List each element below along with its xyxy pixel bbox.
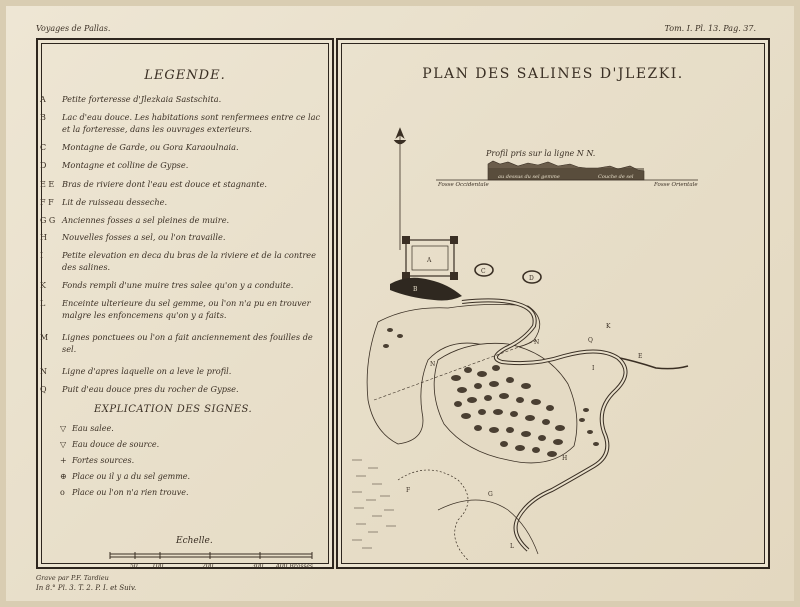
legend-text: Bras de riviere dont l'eau est douce et stagnante. bbox=[62, 179, 268, 189]
scale-title: Echelle. bbox=[176, 536, 213, 546]
legend-title: LEGENDE. bbox=[144, 68, 226, 83]
legend-text: Ligne d'apres laquelle on a leve le profil. bbox=[62, 366, 232, 376]
map-drawing bbox=[338, 40, 768, 567]
legend-panel bbox=[36, 38, 334, 569]
legend-key: A bbox=[40, 95, 46, 104]
map-label-k: K bbox=[606, 323, 611, 330]
legend-key: L bbox=[40, 299, 46, 308]
legend-entry-gg bbox=[40, 215, 324, 227]
map-label-e: E bbox=[638, 353, 643, 360]
legend-entry-b bbox=[40, 112, 324, 135]
map-label-n: N bbox=[430, 361, 436, 368]
legend-key: E E bbox=[40, 180, 55, 189]
legend-key: M bbox=[40, 333, 49, 342]
legend-text: Lignes ponctuees ou l'on a fait anciennement des fouilles de sel. bbox=[62, 332, 313, 354]
legend-text: Montagne de Garde, ou Gora Karaoulnaia. bbox=[62, 142, 239, 152]
sign-text: Eau douce de source. bbox=[72, 440, 160, 449]
plus-icon: + bbox=[60, 456, 67, 465]
map-title: PLAN DES SALINES D'JLEZKI. bbox=[422, 66, 684, 82]
legend-entry-h bbox=[40, 232, 324, 244]
profile-mid-label: Couche de sel bbox=[598, 174, 634, 180]
map-label-f: F bbox=[406, 487, 411, 494]
legend-entry-c bbox=[40, 142, 324, 154]
legend-entry-a bbox=[40, 94, 324, 106]
legend-key: N bbox=[40, 367, 47, 376]
legend-key: F F bbox=[40, 198, 54, 207]
header-left: Voyages de Pallas. bbox=[36, 24, 111, 33]
sign-item bbox=[60, 488, 272, 497]
circle-cross-icon: ⊕ bbox=[60, 472, 67, 481]
scale-tick-label: 300 bbox=[252, 563, 264, 570]
legend-entry-d bbox=[40, 160, 324, 172]
map-label-n: N bbox=[534, 339, 540, 346]
map-label-c: C bbox=[481, 268, 486, 275]
legend-key: G G bbox=[40, 216, 56, 225]
triangle-down-icon: ▽ bbox=[60, 440, 67, 449]
legend-entry-ee bbox=[40, 179, 324, 191]
map-label-h: H bbox=[562, 455, 568, 462]
sign-item bbox=[60, 440, 272, 449]
map-label-d: D bbox=[529, 275, 534, 282]
circle-icon: o bbox=[60, 488, 65, 497]
profile-mid-label: au dessus du sel gemme bbox=[498, 174, 560, 180]
sign-text: Fortes sources. bbox=[72, 456, 135, 465]
scale-tick-label: 100 bbox=[152, 563, 164, 570]
legend-entry-m bbox=[40, 332, 324, 355]
map-label-i: I bbox=[592, 365, 595, 372]
legend-entry-k bbox=[40, 280, 324, 292]
legend-key: K bbox=[40, 281, 46, 290]
legend-key: B bbox=[40, 113, 46, 122]
map-label-b: B bbox=[413, 286, 418, 293]
header-right: Tom. I. Pl. 13. Pag. 37. bbox=[664, 24, 756, 33]
legend-text: Lit de ruisseau desseche. bbox=[62, 197, 168, 207]
map-label-a: A bbox=[427, 257, 432, 264]
sign-text: Eau salee. bbox=[72, 424, 114, 433]
sign-item bbox=[60, 472, 272, 481]
river-branch bbox=[620, 358, 688, 369]
sign-text: Place ou l'on n'a rien trouve. bbox=[72, 488, 189, 497]
sign-item bbox=[60, 424, 272, 433]
map-label-q: Q bbox=[588, 337, 593, 344]
fortress-a bbox=[402, 236, 458, 280]
profile-right-label: Fosse Orientale bbox=[654, 182, 698, 188]
triangle-down-icon: ▽ bbox=[60, 424, 67, 433]
legend-key: D bbox=[40, 161, 47, 170]
legend-entry-i bbox=[40, 250, 324, 273]
engraver-credit: Grave par P.F. Tardieu bbox=[36, 574, 109, 582]
sign-item bbox=[60, 456, 272, 465]
scale-tick-label: 50 bbox=[130, 563, 138, 570]
legend-entry-ff bbox=[40, 197, 324, 209]
north-arrow-icon bbox=[394, 128, 406, 250]
plate-reference: In 8.° Pl. 3. T. 2. P. I. et Suiv. bbox=[36, 584, 137, 592]
legend-entry-l bbox=[40, 298, 324, 321]
legend-text: Petite elevation en deca du bras de la riviere et de la contree des salines. bbox=[62, 250, 316, 272]
legend-text: Enceinte ulterieure du sel gemme, ou l'on n'a pu en trouver malgre les enfoncemens qu'on y a faits. bbox=[62, 298, 311, 320]
legend-key: C bbox=[40, 143, 47, 152]
legend-text: Fonds rempli d'une muire tres salee qu'on y a conduite. bbox=[62, 280, 294, 290]
legend-text: Nouvelles fosses a sel, ou l'on travaille. bbox=[62, 232, 226, 242]
map-label-g: G bbox=[488, 491, 493, 498]
legend-key: I bbox=[40, 251, 44, 260]
legend-entry-q bbox=[40, 384, 324, 396]
explication-title: EXPLICATION DES SIGNES. bbox=[94, 404, 253, 415]
lake-b bbox=[390, 278, 462, 301]
legend-text: Lac d'eau douce. Les habitations sont renfermees entre ce lac et la forteresse, dans les ouvrages exterieurs. bbox=[62, 112, 321, 134]
sign-text: Place ou il y a du sel gemme. bbox=[72, 472, 191, 481]
legend-text: Anciennes fosses a sel pleines de muire. bbox=[62, 215, 230, 225]
legend-text: Montagne et colline de Gypse. bbox=[62, 160, 189, 170]
marsh-area bbox=[352, 460, 396, 548]
profile-left-label: Fosse Occidentale bbox=[438, 182, 489, 188]
map-panel bbox=[336, 38, 770, 569]
legend-key: H bbox=[40, 233, 47, 242]
scale-tick-label: 200 bbox=[202, 563, 214, 570]
legend-key: Q bbox=[40, 385, 47, 394]
scale-bar bbox=[108, 550, 328, 572]
scale-tick-label: 400 Brasses bbox=[276, 563, 314, 570]
profile-title: Profil pris sur la ligne N N. bbox=[486, 149, 596, 158]
legend-entry-n bbox=[40, 366, 324, 378]
legend-text: Puit d'eau douce pres du rocher de Gypse. bbox=[62, 384, 239, 394]
map-label-l: L bbox=[510, 543, 514, 550]
legend-text: Petite forteresse d'Jlezkaia Sastschita. bbox=[62, 94, 222, 104]
dry-bed-f bbox=[398, 470, 468, 560]
